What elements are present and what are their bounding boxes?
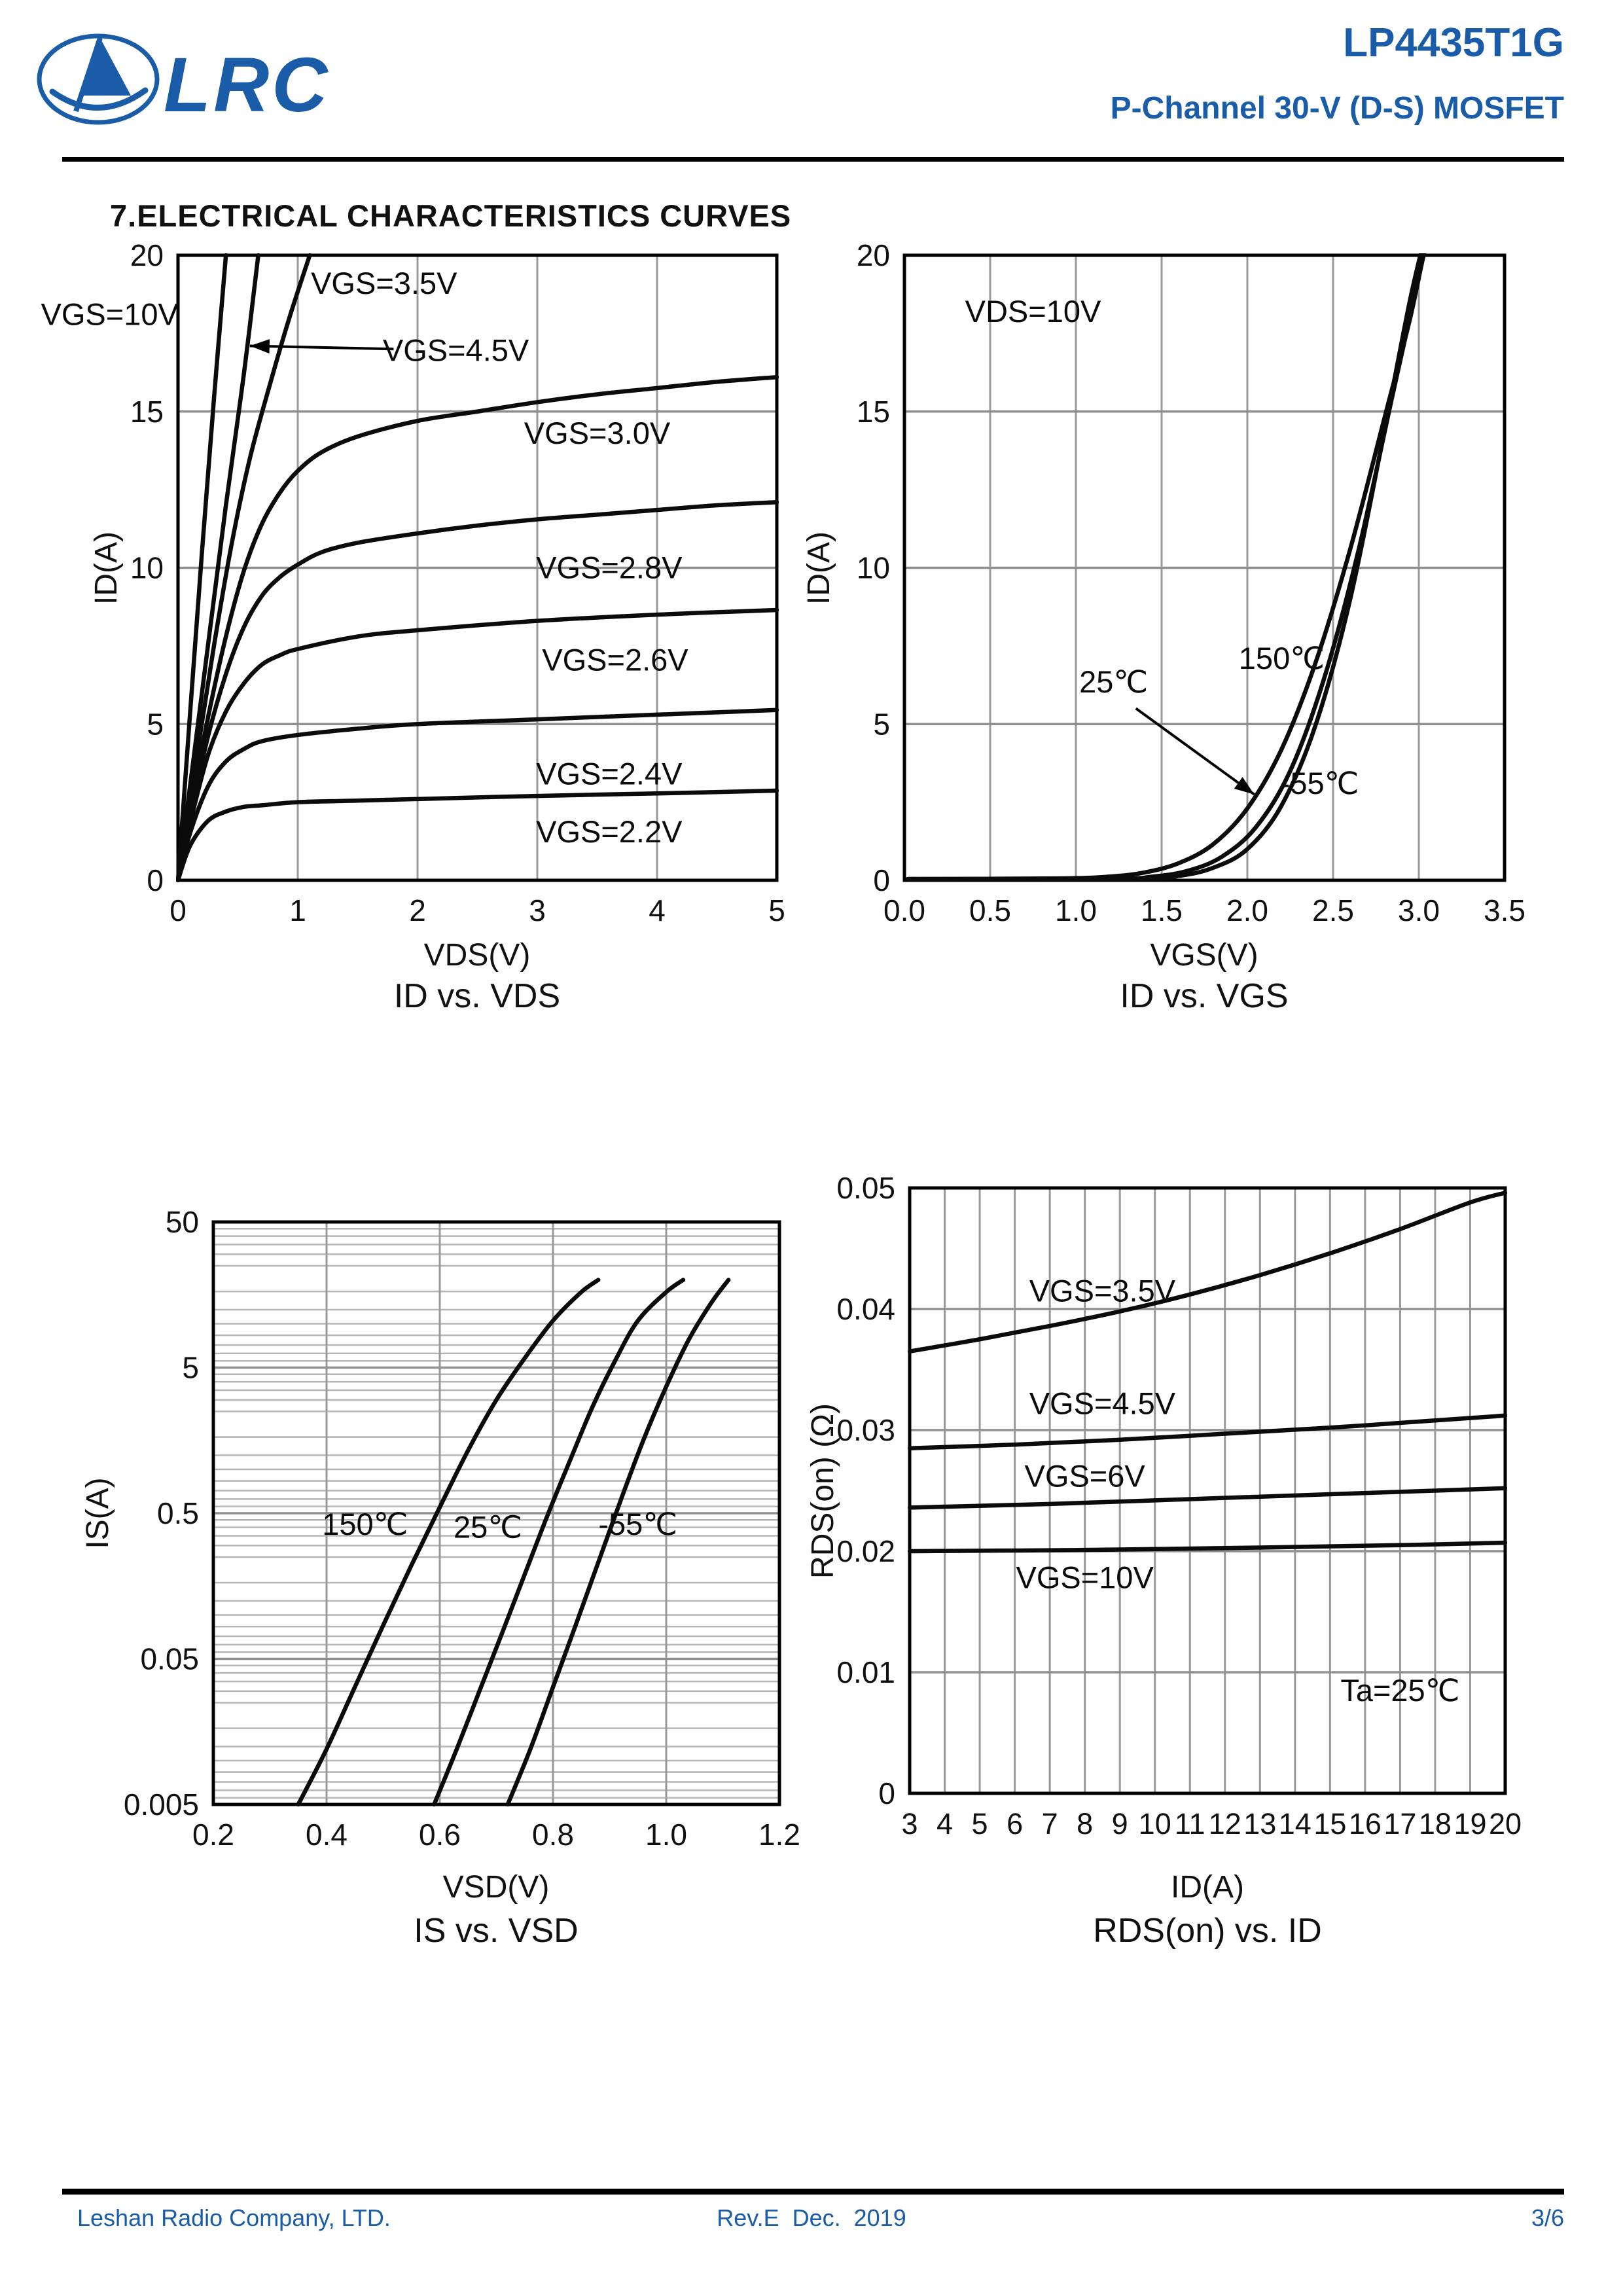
annotation-arrowhead bbox=[1234, 777, 1255, 795]
curve-label: VGS=3.0V bbox=[524, 416, 671, 451]
series-VGS=2.8V bbox=[178, 502, 777, 880]
x-tick-label: 10 bbox=[1138, 1807, 1171, 1840]
x-tick-label: 5 bbox=[768, 893, 785, 927]
x-tick-label: 17 bbox=[1383, 1807, 1417, 1840]
y-tick-label: 0.05 bbox=[836, 1171, 895, 1205]
x-tick-label: 3 bbox=[901, 1807, 918, 1840]
y-tick-label: 5 bbox=[147, 707, 164, 742]
curve-label: VGS=4.5V bbox=[382, 332, 529, 368]
footer-page-number: 3/6 bbox=[1531, 2204, 1564, 2231]
annotation-arrowhead bbox=[250, 339, 270, 353]
c3-x-axis-label: VSD(V) bbox=[442, 1870, 550, 1905]
y-tick-label: 15 bbox=[130, 394, 164, 429]
logo-text: LRC bbox=[164, 42, 330, 128]
y-tick-label: 5 bbox=[873, 707, 890, 742]
c1-title: ID vs. VDS bbox=[393, 977, 561, 1015]
x-tick-label: 11 bbox=[1174, 1807, 1205, 1840]
x-tick-label: 1.2 bbox=[758, 1818, 800, 1852]
c3-y-axis-label: IS(A) bbox=[80, 1477, 115, 1549]
annotation-arrow bbox=[1136, 708, 1255, 794]
series-VGS=4.5V bbox=[910, 1416, 1505, 1448]
x-tick-label: 20 bbox=[1488, 1807, 1522, 1840]
x-tick-label: 9 bbox=[1111, 1807, 1128, 1840]
curve-label: VDS=10V bbox=[965, 293, 1101, 329]
x-tick-label: 0.6 bbox=[419, 1818, 461, 1852]
curve-label: -55℃ bbox=[1279, 765, 1359, 800]
footer-company: Leshan Radio Company, LTD. bbox=[77, 2204, 391, 2231]
x-tick-label: 15 bbox=[1313, 1807, 1347, 1840]
y-tick-label: 0.02 bbox=[836, 1534, 895, 1568]
x-tick-label: 3 bbox=[529, 893, 546, 927]
x-tick-label: 0.5 bbox=[969, 893, 1011, 927]
y-tick-label: 0 bbox=[878, 1776, 895, 1810]
section-title: 7.ELECTRICAL CHARACTERISTICS CURVES bbox=[110, 198, 792, 233]
c4-title: RDS(on) vs. ID bbox=[1093, 1912, 1322, 1950]
y-tick-label: 10 bbox=[130, 550, 164, 585]
y-tick-label: 0.03 bbox=[836, 1413, 895, 1447]
x-tick-label: 2.0 bbox=[1226, 893, 1268, 927]
chart-rdson-vs-id bbox=[802, 1142, 1571, 1882]
y-tick-label: 20 bbox=[130, 238, 164, 272]
series-VGS=6V bbox=[910, 1488, 1505, 1508]
x-tick-label: 1.0 bbox=[645, 1818, 687, 1852]
x-tick-label: 6 bbox=[1007, 1807, 1024, 1840]
y-tick-label: 0.5 bbox=[157, 1496, 199, 1530]
curve-label: VGS=10V bbox=[41, 296, 179, 332]
y-tick-label: 0.01 bbox=[836, 1655, 895, 1689]
c4-y-axis-label: RDS(on) (Ω) bbox=[806, 1403, 840, 1579]
curve-label: VGS=2.6V bbox=[542, 642, 688, 677]
y-tick-label: 0 bbox=[873, 863, 890, 897]
x-tick-label: 13 bbox=[1243, 1807, 1277, 1840]
y-tick-label: 0 bbox=[147, 863, 164, 897]
series-VGS=2.4V bbox=[178, 710, 777, 880]
footer-revision: Rev.E Dec. 2019 bbox=[717, 2204, 906, 2231]
x-tick-label: 7 bbox=[1041, 1807, 1058, 1840]
x-tick-label: 5 bbox=[971, 1807, 988, 1840]
x-tick-label: 1.0 bbox=[1055, 893, 1097, 927]
y-tick-label: 0.005 bbox=[123, 1787, 199, 1821]
x-tick-label: 0.8 bbox=[532, 1818, 574, 1852]
series-group bbox=[910, 1193, 1505, 1551]
x-tick-label: 19 bbox=[1454, 1807, 1487, 1840]
y-tick-label: 5 bbox=[182, 1350, 199, 1385]
x-tick-label: 0.2 bbox=[192, 1818, 234, 1852]
c2-x-axis-label: VGS(V) bbox=[1150, 938, 1258, 973]
series-VGS=2.2V bbox=[178, 791, 777, 880]
x-tick-label: 0.4 bbox=[306, 1818, 348, 1852]
curve-label: VGS=3.5V bbox=[311, 265, 457, 300]
curve-label: VGS=6V bbox=[1024, 1458, 1145, 1494]
c4-x-axis-label: ID(A) bbox=[1171, 1870, 1244, 1905]
y-tick-label: 0.04 bbox=[836, 1292, 895, 1326]
c1-x-axis-label: VDS(V) bbox=[423, 938, 531, 973]
part-number: LP4435T1G bbox=[1343, 20, 1564, 65]
page-subtitle: P-Channel 30-V (D-S) MOSFET bbox=[1110, 91, 1564, 126]
x-tick-label: 4 bbox=[649, 893, 666, 927]
y-tick-label: 15 bbox=[856, 394, 890, 429]
chart-id-vs-vds bbox=[26, 219, 831, 933]
y-tick-label: 20 bbox=[856, 238, 890, 272]
x-tick-label: 14 bbox=[1278, 1807, 1311, 1840]
x-tick-label: 0.0 bbox=[883, 893, 925, 927]
c3-title: IS vs. VSD bbox=[414, 1912, 579, 1950]
curve-label: Ta=25℃ bbox=[1340, 1672, 1460, 1708]
curve-label: 25℃ bbox=[453, 1509, 523, 1545]
curve-label: 150℃ bbox=[1238, 640, 1325, 675]
curve-label: VGS=2.8V bbox=[536, 550, 683, 585]
curve-label: 150℃ bbox=[322, 1506, 408, 1541]
y-tick-label: 10 bbox=[856, 550, 890, 585]
x-tick-label: 18 bbox=[1418, 1807, 1452, 1840]
x-tick-label: 12 bbox=[1208, 1807, 1241, 1840]
series-VGS=3.5V bbox=[910, 1193, 1505, 1351]
footer-rule bbox=[62, 2189, 1564, 2195]
curve-label: VGS=10V bbox=[1016, 1560, 1154, 1595]
chart-is-vs-vsd bbox=[39, 1185, 857, 1898]
x-tick-label: 2 bbox=[409, 893, 426, 927]
x-tick-label: 0 bbox=[169, 893, 187, 927]
chart-id-vs-vgs bbox=[802, 219, 1571, 933]
curve-label: VGS=2.2V bbox=[536, 814, 683, 849]
x-tick-label: 8 bbox=[1077, 1807, 1094, 1840]
curve-label: 25℃ bbox=[1079, 664, 1149, 699]
x-tick-label: 1 bbox=[289, 893, 306, 927]
x-tick-label: 3.0 bbox=[1398, 893, 1440, 927]
c1-y-axis-label: ID(A) bbox=[89, 531, 124, 605]
y-tick-label: 0.05 bbox=[140, 1641, 199, 1676]
annotation-arrow bbox=[250, 346, 394, 349]
x-tick-label: 3.5 bbox=[1484, 893, 1525, 927]
x-tick-label: 2.5 bbox=[1312, 893, 1354, 927]
x-tick-label: 16 bbox=[1348, 1807, 1382, 1840]
lrc-logo bbox=[33, 12, 399, 130]
curve-label: VGS=4.5V bbox=[1029, 1386, 1176, 1421]
y-tick-label: 50 bbox=[165, 1205, 199, 1239]
x-tick-label: 4 bbox=[936, 1807, 954, 1840]
series-VGS=10V bbox=[910, 1543, 1505, 1551]
header-rule bbox=[62, 157, 1564, 162]
c2-title: ID vs. VGS bbox=[1120, 977, 1289, 1015]
curve-label: VGS=3.5V bbox=[1029, 1273, 1176, 1308]
curve-label: VGS=2.4V bbox=[536, 756, 683, 791]
c2-y-axis-label: ID(A) bbox=[802, 531, 836, 605]
x-tick-label: 1.5 bbox=[1141, 893, 1183, 927]
curve-label: -55℃ bbox=[598, 1506, 678, 1541]
